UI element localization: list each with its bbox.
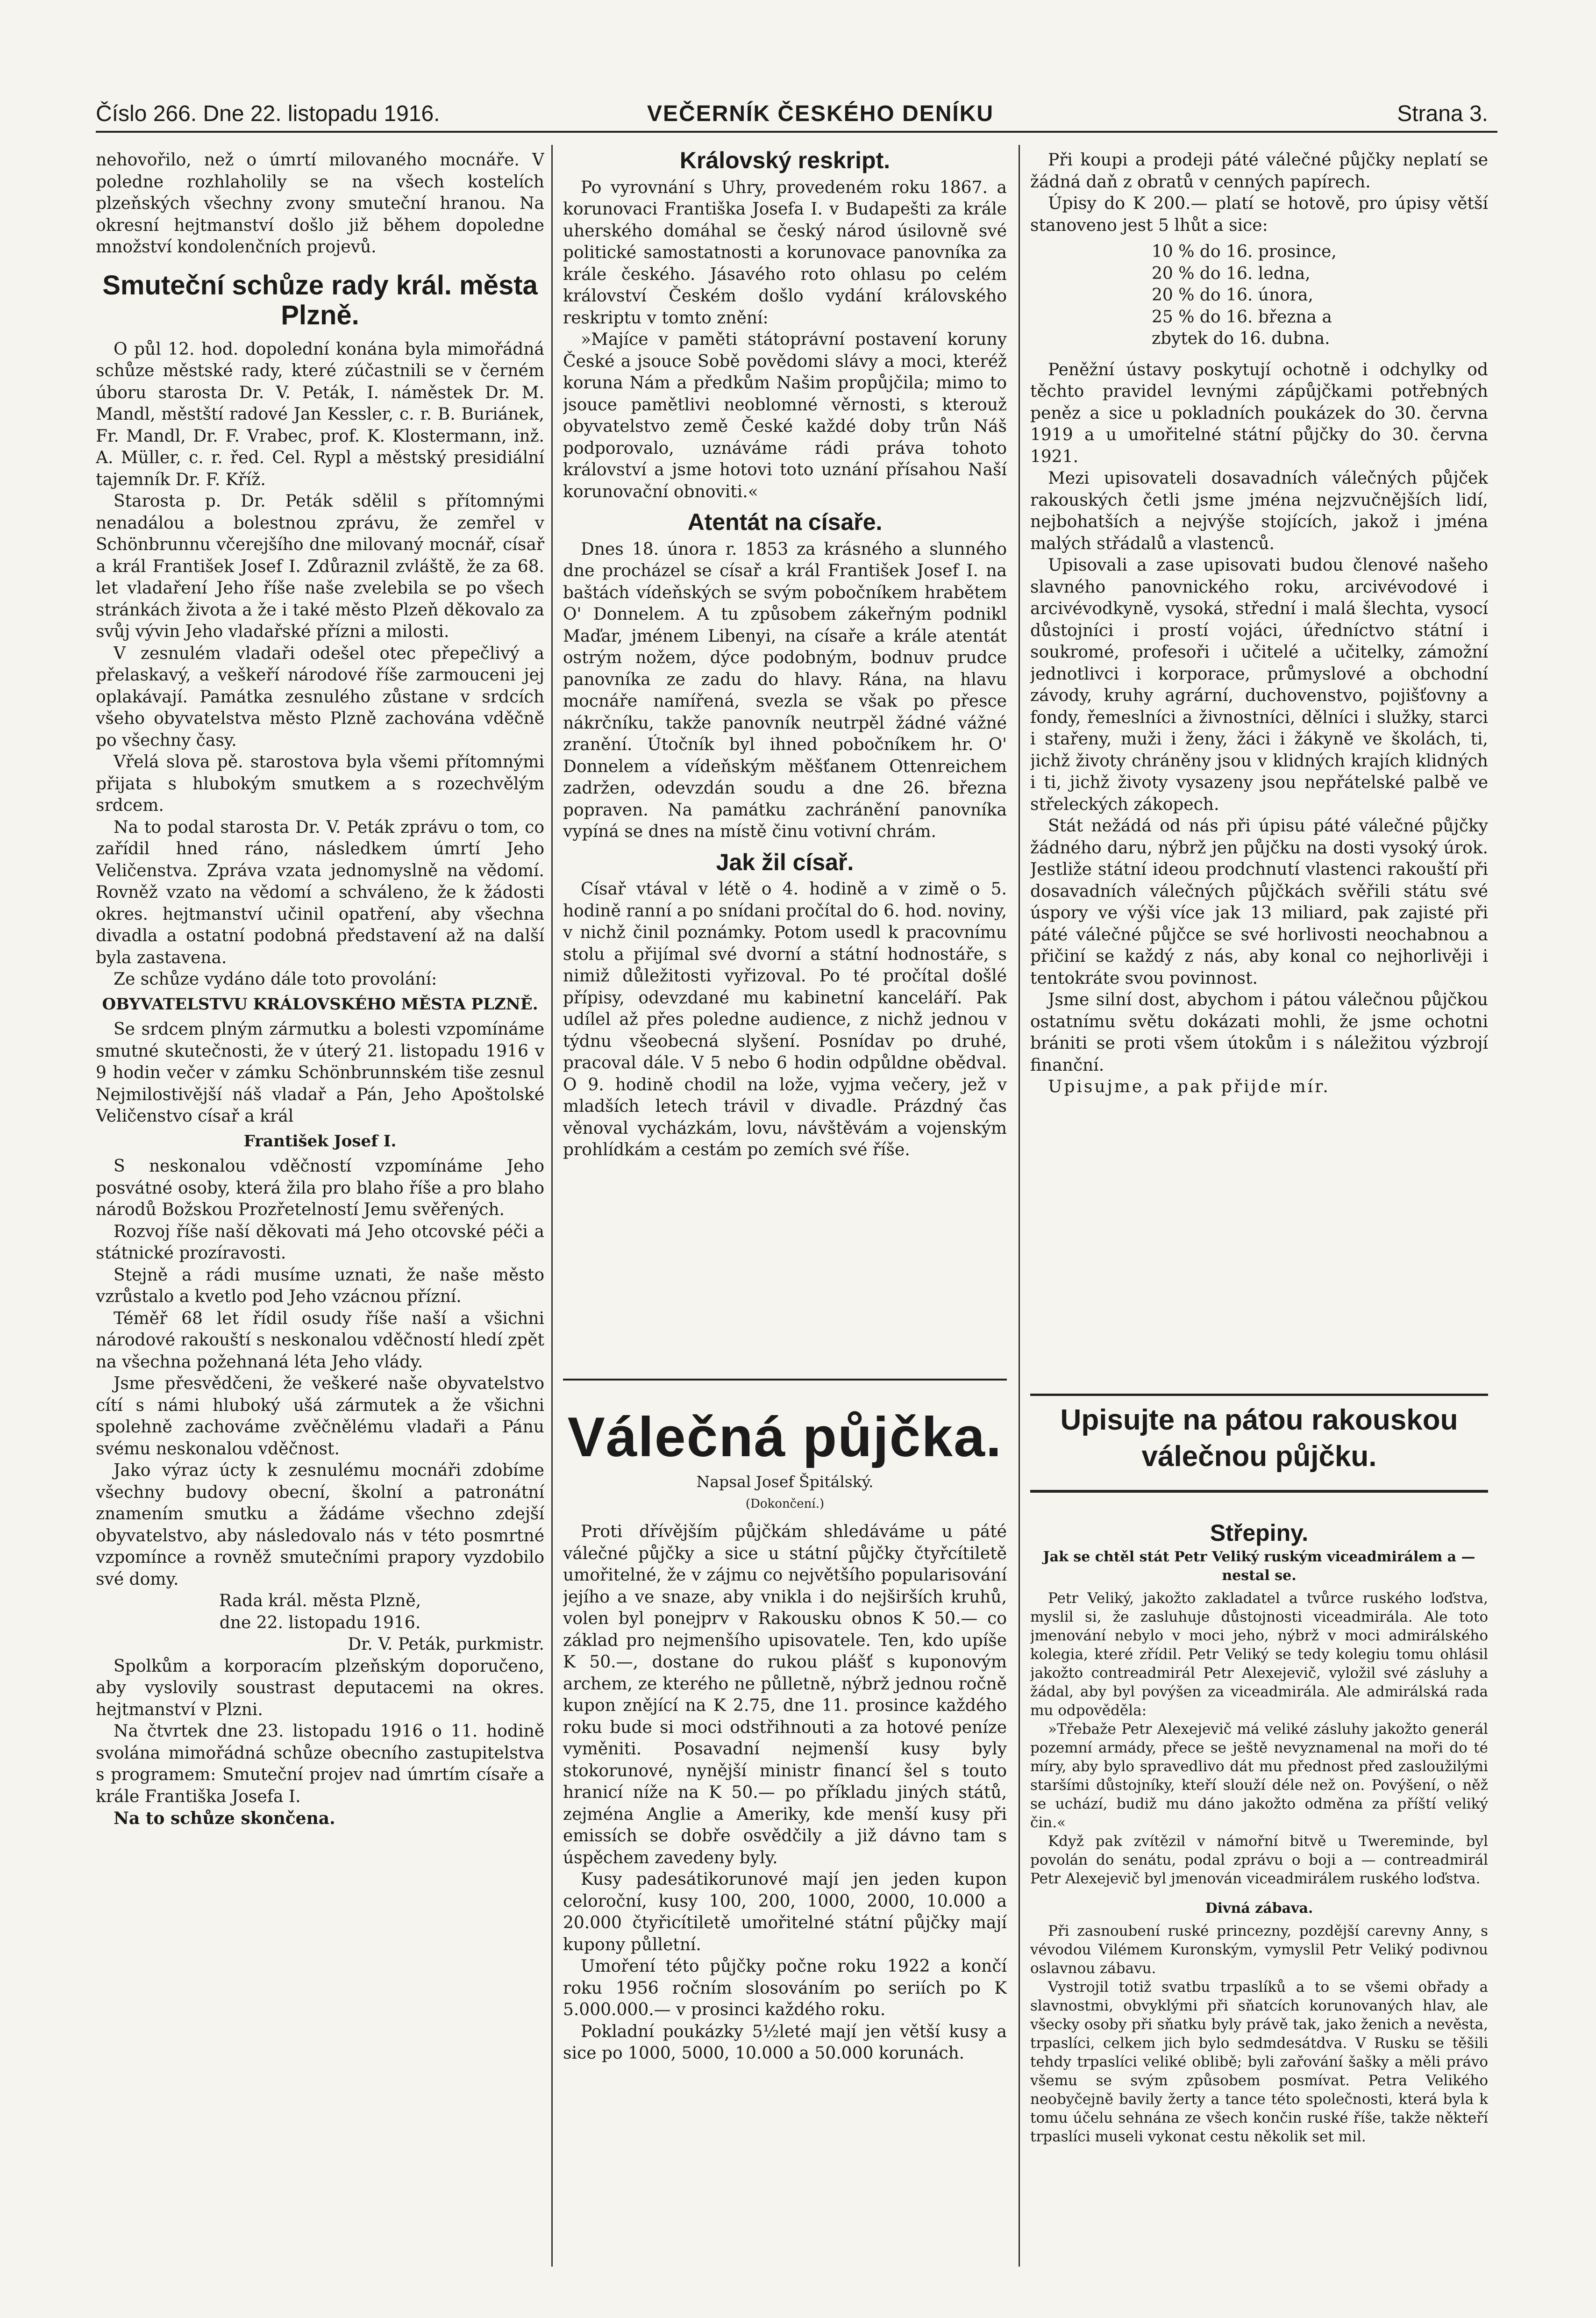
column-2 <box>563 150 1007 1393</box>
column-divider <box>551 145 553 2267</box>
paragraph: Upisovali a zase upisovati budou členové našeho slavného panovnického roku, arcivévodové i arcivévodkyně, vysoká, střední i malá šlechta, vysocí důstojníci i prostí vojáci, úředníctvo státní i soukromé, profesoři i učitelé a učitelky, zámožní jednotlivci i korporace, průmyslové a obchodní závody, kruhy agrární, duchovenstvo, pojišťovny a fondy, řemeslníci a živnostníci, dělníci i služky, starci i stařeny, muži i ženy, žáci i žákyně ve školách, ti, jichž životy chráněny jsou v klidných krajích klidných i ti, jichž životy vysazeny jsou nepřátelské palbě ve střeleckých zákopech. <box>1030 556 1488 814</box>
paragraph: Po vyrovnání s Uhry, provedeném roku 1867. a korunovaci Františka Josefa I. v Budapešti za krále uherského domáhal se český národ úsilovně své politické samostatnosti a korunovace panovníka za krále českého. Jásavého roto ohlasu po celém království Českém došlo vydání královského reskriptu v tomto znění: <box>563 178 1007 328</box>
signature-line: Rada král. města Plzně, <box>219 1591 421 1610</box>
installment-item: 10 % do 16. prosince, <box>1152 242 1337 261</box>
paragraph: Jsme přesvědčeni, že veškeré naše obyvatelstvo cítí s námi hluboký ušá zármutek a že všichni spolehně zachováme zvěčnělému vladaři a Pánu svému neskonalou vděčnost. <box>96 1374 544 1459</box>
paragraph: V zesnulém vladaři odešel otec přepečlivý a přelaskavý, a veškeří národové říše zarmouceni jej oplakávají. Památka zesnulého zůstane v srdcích všeho obyvatelstva město Plzně zachována vděčně po všechny časy. <box>96 644 544 750</box>
war-loan-article <box>563 1407 1007 2267</box>
paragraph: Vřelá slova pě. starostova byla všemi přítomnými přijata s hlubokým smutkem a s rozechvělým srdcem. <box>96 752 544 815</box>
continuation-note: (Dokončení.) <box>745 1496 825 1511</box>
paragraph: Rozvoj říše naší děkovati má Jeho otcovské péči a státnické prozíravosti. <box>96 1222 544 1263</box>
article-headline: Královský reskript. <box>679 150 891 173</box>
paragraph: Pokladní poukázky 5½leté mají jen větší kusy a sice po 1000, 5000, 10.000 a 50.000 korunách. <box>563 2022 1007 2063</box>
paragraph: Na čtvrtek dne 23. listopadu 1916 o 11. hodině svolána mimořádná schůze obecního zastupitelstva s programem: Smuteční projev nad úmrtím císaře a krále Františka Josefa I. <box>96 1722 544 1806</box>
paragraph: Stát nežádá od nás při úpisu páté válečné půjčky žádného daru, nýbrž jen půjčku na dosti vysoký úrok. Jestliže státní ideou prodchnutí vlastenci rakouští při dosavadních válečných půjčkách svěřili státu své úspory ve výši více jak 13 miliard, pak zajisté při páté válečné půjčce se své horlivosti neochabnou a přičiní se každý z nás, aby konal co nejhorlivěji i tentokráte svou povinnost. <box>1030 816 1488 988</box>
paragraph: Spolkům a korporacím plzeňským doporučeno, aby vyslovily soustrast deputacemi na okres. hejtmanství v Plzni. <box>96 1656 544 1719</box>
item-title: Jak se chtěl stát Petr Veliký ruským viceadmirálem a — nestal se. <box>1043 1549 1475 1584</box>
column-1 <box>96 150 544 2267</box>
paragraph: O půl 12. hod. dopolední konána byla mimořádná schůze městské rady, které zúčastnili se v černém úboru starosta Dr. V. Peták, I. náměstek Dr. M. Mandl, městští radové Jan Kessler, c. r. B. Buriánek, Fr. Mandl, Dr. F. Vrabec, prof. K. Klostermann, inž. A. Müller, c. r. řed. Cel. Rypl a městský presidiální tajemník Dr. F. Kříž. <box>96 339 544 489</box>
paragraph: Vystrojil totiž svatbu trpaslíků a to se všemi obřady a slavnostmi, obvyklými při sňatcích korunovaných hlav, ale všecky osoby při sňatku byly právě tak, jako ženich a nevěsta, trpaslíci, celkem jich bylo sedmdesátdva. V Rusku se těšili tehdy trpaslíci veliké oblibě; byli zařování šašky a měli právo všemu se svým způsobem posmívat. Petra Velikého neobyčejně bavily žerty a tance této společnosti, která byla k tomu účelu sehnána ze všech končin ruské říše, takže někteří trpaslíci museli vykonat cestu několik set mil. <box>1030 1979 1488 2145</box>
installment-schedule <box>1152 241 1488 350</box>
paragraph: Petr Veliký, jakožto zakladatel a tvůrce ruského loďstva, myslil si, že zasluhuje důstojnosti viceadmirála. Ale toto jmenování nebylo v moci jeho, nýbrž v moci admirálského kolegia, které zřídil. Petr Veliký se tedy kolegiu tomu ohlásil jakožto contreadmirál Petr Alexejevič, vyložil své zásluhy a žádal, aby byl povýšen za viceadmirála. Ale admirálská rada mu odpověděla: <box>1030 1590 1488 1719</box>
item-title: Divná zábava. <box>1205 1900 1313 1917</box>
author-byline: Napsal Josef Špitálský. <box>696 1473 874 1491</box>
paragraph: nehovořilo, než o úmrtí milovaného mocnáře. V poledne rozhlaholily se na všech kostelích plzeňských všechny zvony smuteční hranou. Na okresní hejtmanství došlo již během dopoledne množství kondolenčních projevů. <box>96 150 544 257</box>
signature-line: dne 22. listopadu 1916. <box>219 1613 421 1632</box>
paragraph: Jako výraz úcty k zesnulému mocnáři zdobíme všechny budovy obecní, školní a patronátní znamením smutku a žádáme všechno zdejší obyvatelstvo, aby následovalo nás v této posmrtné vzpomínce a rovněž smutečními prapory vyzdobilo své domy. <box>96 1461 544 1589</box>
paragraph: Úpisy do K 200.— platí se hotově, pro úpisy větší stanoveno jest 5 lhůt a sice: <box>1030 194 1488 235</box>
article-headline: Válečná půjčka. <box>567 1407 1003 1468</box>
installment-item: 20 % do 16. února, <box>1152 286 1313 305</box>
article-headline: Jak žil císař. <box>716 849 854 875</box>
paragraph: Dnes 18. února r. 1853 za krásného a slunného dne procházel se císař a král František Josef I. na baštách vídeňských se svým pobočníkem hrabětem O' Donnelem. A tu způsobem zákeřným podnikl Maďar, jménem Libenyi, na císaře a krále atentát ostrým nožem, dýce podobným, bodnuv prudce panovníka ze zadu do hlavy. Rána, na hlavu mocnáře namířená, svezla se však po přesce nákrčníku, takže panovník neutrpěl žádné vážné zranění. Útočník byl ihned pobočníkem hr. O' Donnelem a vídeňským měšťanem Ottenreichem zadržen, odevzdán soudu a dne 26. března popraven. Na památku zachránění panovníka vypíná se dnes na místě činu votivní chrám. <box>563 539 1007 841</box>
paragraph: Jsme silní dost, abychom i pátou válečnou půjčkou ostatnímu světu dokázati mohli, že jsme ochotni brániti se proti všem útokům i s náležitou výzbrojí finanční. <box>1030 990 1488 1075</box>
masthead-title: VEČERNÍK ČESKÉHO DENÍKU <box>647 101 994 126</box>
paragraph: Téměř 68 let řídil osudy říše naší a všichni národové rakouští s neskonalou vděčností hledí zpět na všechna požehnaná léta Jeho vlády. <box>96 1309 544 1372</box>
proclamation-title: OBYVATELSTVU KRÁLOVSKÉHO MĚSTA PLZNĚ. <box>102 994 538 1014</box>
paragraph: Na to schůze skončena. <box>114 1809 335 1828</box>
paragraph: Ze schůze vydáno dále toto provolání: <box>114 970 437 989</box>
promo-line: Upisujte na pátou rakouskou <box>1060 1404 1458 1436</box>
installment-item: zbytek do 16. dubna. <box>1152 329 1330 348</box>
article-headline: Atentát na císaře. <box>687 509 883 535</box>
paragraph: Při zasnoubení ruské princezny, pozdější carevny Anny, s vévodou Vilémem Kuronským, vymyslil Petr Veliký podivnou oslavnou zábavu. <box>1030 1923 1488 1977</box>
paragraph: Když pak zvítězil v námořní bitvě u Twereminde, byl povolán do senátu, podal zprávu o boji a — contreadmirál Petr Alexejevič byl jmenován viceadmirálem ruského loďstva. <box>1030 1833 1488 1887</box>
paragraph: Při koupi a prodeji páté válečné půjčky neplatí se žádná daň z obratů v cenných papírech. <box>1030 150 1488 192</box>
promo-border-top <box>1030 1394 1488 1396</box>
promo-border-bottom <box>1030 1490 1488 1493</box>
paragraph: S neskonalou vděčností vzpomínáme Jeho posvátné osoby, která žila pro blaho říše a pro blaho národů Božskou Prozřetelností Jemu svěřených. <box>96 1157 544 1219</box>
promo-line: válečnou půjčku. <box>1141 1440 1377 1473</box>
issue-number-date: Číslo 266. Dne 22. listopadu 1916. <box>96 101 440 126</box>
emperor-name: František Josef I. <box>243 1131 397 1151</box>
paragraph: Umoření této půjčky počne roku 1922 a končí roku 1956 ročním slosováním po seriích po K 5.000.000.— v prosinci každého roku. <box>563 1957 1007 2019</box>
closing-slogan: Upisujme, a pak přijde mír. <box>1048 1077 1330 1096</box>
paragraph: Na to podal starosta Dr. V. Peták zprávu o tom, co zařídil hned ráno, následkem úmrtí Jeho Veličenstva. Zpráva vzata jednomyslně na vědomí. Rovněž vzato na vědomí a schváleno, že k žádosti okres. hejtmanství učinil opatření, aby všechna divadla a ostatní podobná představení až na další byla zastavena. <box>96 817 544 967</box>
paragraph: Se srdcem plným zármutku a bolesti vzpomínáme smutné skutečnosti, že v úterý 21. listopadu 1916 v 9 hodin večer v zámku Schönbrunnském tiše zesnul Nejmilostivější náš vladař a Pán, Jeho Apoštolské Veličenstvo císař a král <box>96 1020 544 1126</box>
paragraph: Starosta p. Dr. Peták sdělil s přítomnými nenadálou a bolestnou zprávu, že zemřel v Schönbrunnu včerejšího dne milovaný mocnář, císař a král František Josef I. Zdůraznil zvláště, že za 68. let vladaření Jeho říše naše zvelebila se po všech stránkách života a že i také město Plzeň děkovalo za svůj vývin Jeho vladařské přízni a milosti. <box>96 492 544 641</box>
paragraph: Mezi upisovateli dosavadních válečných půjček rakouských četli jsme jména nejzvučnějších lidí, nejbohatších a nejvýše stojících, jakož i jména malých střádalů a vlastenců. <box>1030 469 1488 553</box>
paragraph: »Třebaže Petr Alexejevič má veliké zásluhy jakožto generál pozemní armády, přece se ještě nevyznamenal na moři do té míry, aby bylo spravedlivo dát mu přednost před zasloužilými staršími důstojníky, kteří slouží déle než on. Povýšení, o něž se uchází, budiž mu dáno jakožto odměna za příští veliký čin.« <box>1030 1721 1488 1831</box>
newspaper-page <box>82 98 1497 2267</box>
section-headline: Střepiny. <box>1210 1524 1309 1546</box>
page-header <box>96 98 1497 133</box>
paragraph: Císař vtával v létě o 4. hodině a v zimě o 5. hodině ranní a po snídani pročítal do 6. hod. noviny, v nichž činil poznámky. Potom usedl k pracovnímu stolu a přijímal své dvorní a státní hodnostáře, s nimiž důležitosti vyřizoval. Po té pročítal došlé přípisy, odevzdané mu kabinetní kanceláří. Pak udílel až přes poledne audience, z nichž jednou v týdnu všeobecná slyšení. Posnídav po druhé, pracoval dále. V 5 nebo 6 hodin odpůldne obědval. O 9. hodině chodil na lože, vyjma večery, jež v mladších letech trávil v divadle. Prázdný čas věnoval vycházkám, lovu, návštěvám a vojenským prohlídkám a cestám po zemích své říše. <box>563 880 1007 1159</box>
war-loan-advertisement <box>1030 1402 1488 1486</box>
paragraph: Proti dřívějším půjčkám shledáváme u páté válečné půjčky a sice u státní půjčky čtyřcítiletě umořitelné, že v zájmu co největšího popularisování jejího a ve snaze, aby vnikla i do nejširších kruhů, volen byl ponejprv v Rakousku obnos K 50.— co základ pro nejmenšího upisovatele. Ten, kdo upíše K 50.—, dostane do rukou plášť s kuponovým archem, ze kterého ne půlletně, nýbrž jednou ročně kupon znějící na K 2.75, dne 11. prosince každého roku bude si moci odstřihnouti a za hotové peníze vyměniti. Posavadní nejmenší kusy byly stokorunové, nynější ministr financí šel s touto hranicí níže na K 50.— po příkladu jiných států, zejména Anglie a Ameriky, kde menší kusy při emissích se dobře osvědčily a již dávno tam s úspěchem zavedeny byly. <box>563 1522 1007 1867</box>
paragraph: Kusy padesátikorunové mají jen jeden kupon celoroční, kusy 100, 200, 1000, 2000, 10.000 a 20.000 čtyřicítiletě umořitelné státní půjčky mají kupony půlletní. <box>563 1870 1007 1954</box>
installment-item: 20 % do 16. ledna, <box>1152 264 1311 283</box>
strepiny-section <box>1030 1524 1488 2267</box>
signature-line: Dr. V. Peták, purkmistr. <box>348 1635 544 1654</box>
column-divider <box>1019 145 1020 2267</box>
paragraph: Peněžní ústavy poskytují ochotně i odchylky od těchto pravidel levnými zápůjčkami potřebných peněz a sice u pokladních poukázek do 30. června 1919 a u umořitelné státní půjčky do 30. června 1921. <box>1030 360 1488 466</box>
paragraph: »Majíce v paměti státoprávní postavení koruny České a jsouce Sobě povědomi slávy a moci, kteréž koruna Nám a předkům Našim propůjčila; mimo to jsouce pamětlivi neoblomné věrnosti, s kterouž obyvatelstvo země České každé doby trůn Náš podporovalo, uznáváme rádi práva tohoto království a jsme hotovi toto uznání přísahou Naší korunovační obnoviti.« <box>563 330 1007 501</box>
paragraph: Stejně a rádi musíme uznati, že naše město vzrůstalo a kvetlo pod Jeho vzácnou přízní. <box>96 1265 544 1306</box>
article-headline: Smuteční schůze rady král. města Plzně. <box>102 270 538 330</box>
page-number: Strana 3. <box>1397 101 1488 126</box>
installment-item: 25 % do 16. března a <box>1152 307 1332 327</box>
column-3 <box>1030 150 1488 1365</box>
